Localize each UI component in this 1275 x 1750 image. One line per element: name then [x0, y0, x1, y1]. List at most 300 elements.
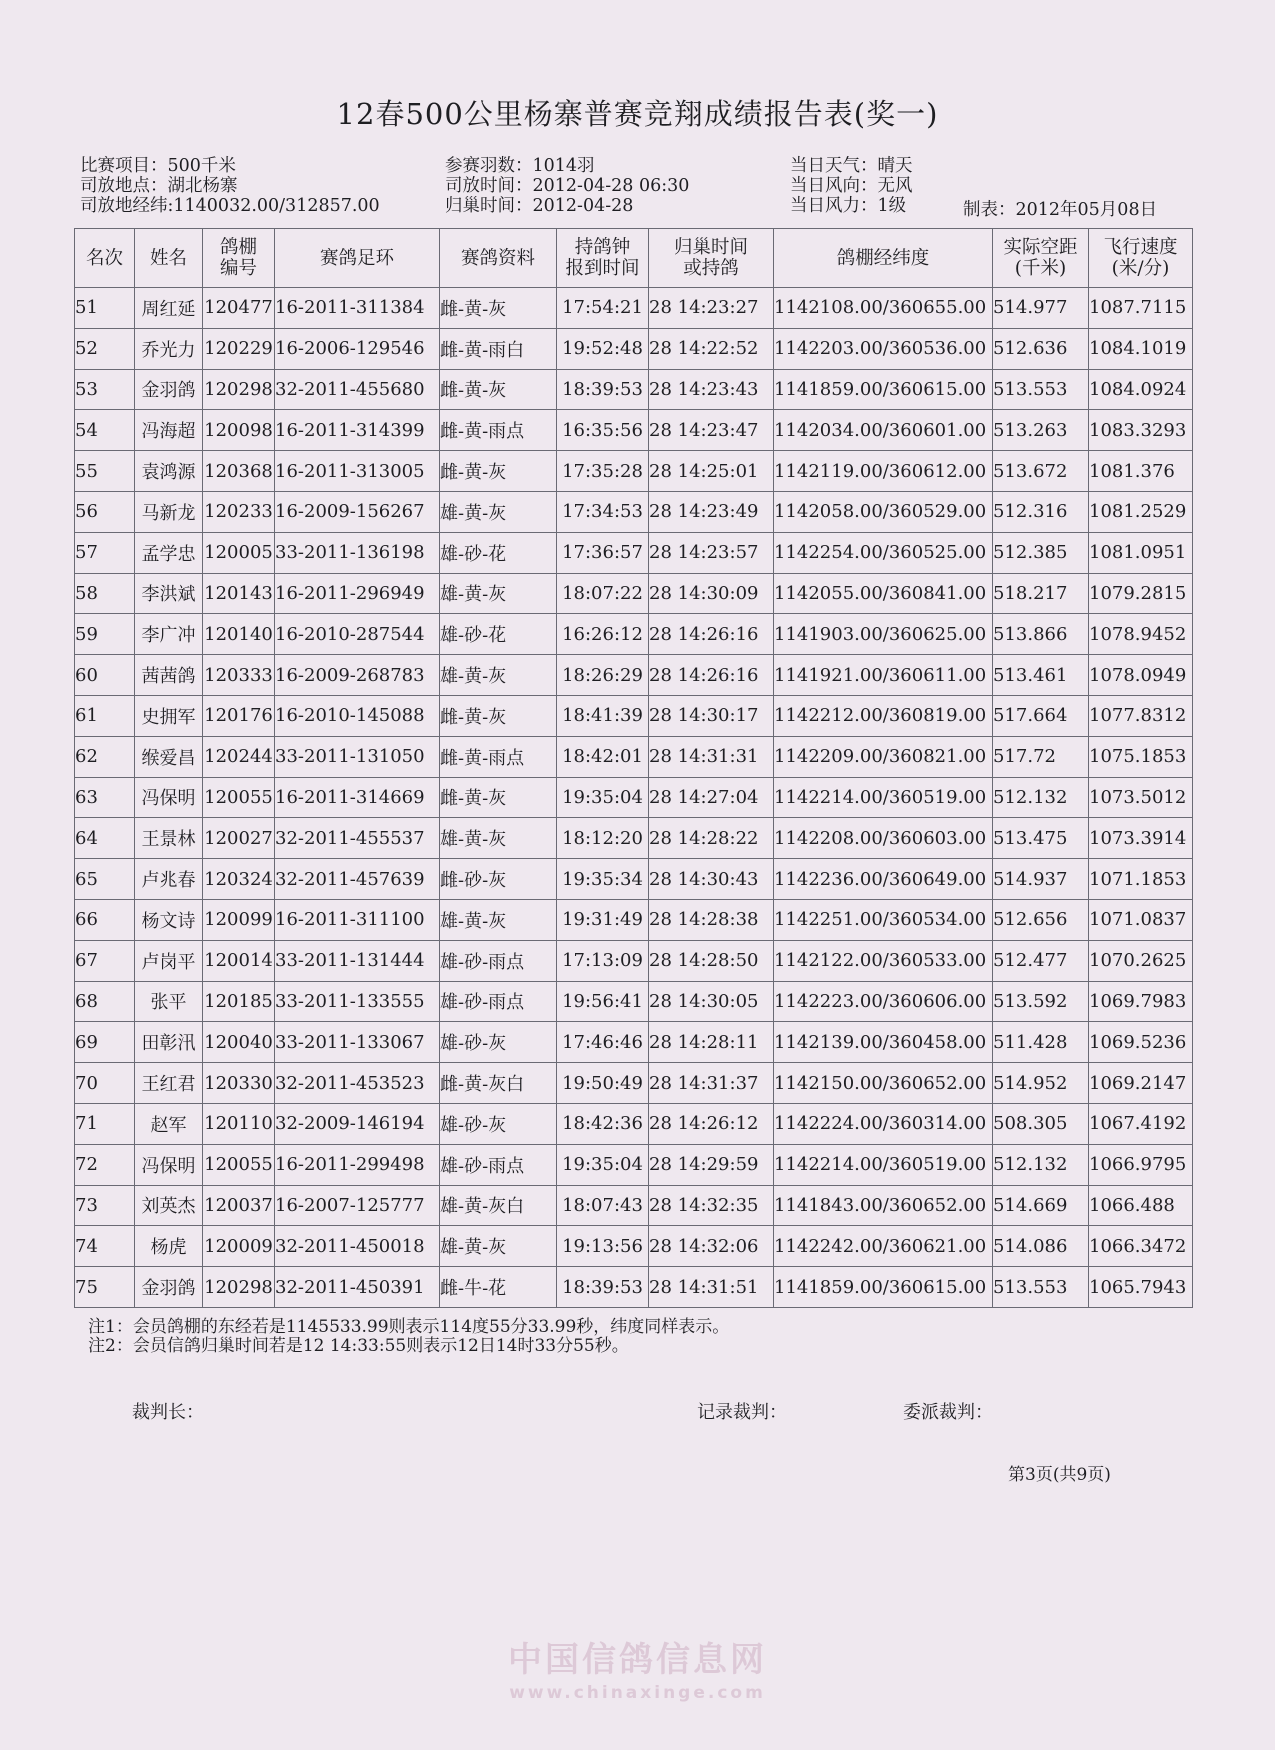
- entry-count: 参赛羽数：1014羽: [445, 156, 595, 176]
- release-location: 司放地点：湖北杨寨: [80, 176, 238, 196]
- loft-cell: 120027: [203, 818, 275, 859]
- rank-cell: 67: [75, 940, 135, 981]
- info-cell: 雄-砂-雨点: [440, 981, 557, 1022]
- coord-cell: 1142203.00/360536.00: [774, 328, 993, 369]
- home-cell: 28 14:25:01: [649, 451, 774, 492]
- loft-cell: 120040: [203, 1022, 275, 1063]
- rank-cell: 61: [75, 695, 135, 736]
- table-row: [75, 818, 1193, 859]
- dist-cell: 513.866: [993, 614, 1089, 655]
- info-cell: 雌-黄-雨点: [440, 736, 557, 777]
- header-home: 归巢时间 或持鸽: [649, 229, 774, 288]
- loft-cell: 120009: [203, 1226, 275, 1267]
- table-row: [75, 532, 1193, 573]
- dist-cell: 508.305: [993, 1103, 1089, 1144]
- dist-cell: 512.636: [993, 328, 1089, 369]
- table-row: [75, 451, 1193, 492]
- home-cell: 28 14:26:12: [649, 1103, 774, 1144]
- clock-cell: 19:35:34: [557, 859, 649, 900]
- dist-cell: 513.263: [993, 410, 1089, 451]
- loft-cell: 120005: [203, 532, 275, 573]
- clock-cell: 19:35:04: [557, 777, 649, 818]
- info-cell: 雄-黄-灰: [440, 899, 557, 940]
- name-cell: 乔光力: [135, 328, 203, 369]
- name-cell: 李广冲: [135, 614, 203, 655]
- name-cell: 杨文诗: [135, 899, 203, 940]
- name-cell: 田彰汛: [135, 1022, 203, 1063]
- info-cell: 雌-黄-灰: [440, 369, 557, 410]
- home-cell: 28 14:30:05: [649, 981, 774, 1022]
- coord-cell: 1142214.00/360519.00: [774, 777, 993, 818]
- loft-cell: 120298: [203, 1267, 275, 1308]
- race-info-column-2: [445, 156, 689, 216]
- table-row: [75, 695, 1193, 736]
- info-cell: 雄-砂-花: [440, 532, 557, 573]
- ring-cell: 33-2011-133555: [275, 981, 440, 1022]
- coord-cell: 1142236.00/360649.00: [774, 859, 993, 900]
- name-cell: 卢兆春: [135, 859, 203, 900]
- speed-cell: 1078.9452: [1089, 614, 1193, 655]
- clock-cell: 18:26:29: [557, 655, 649, 696]
- rank-cell: 75: [75, 1267, 135, 1308]
- loft-cell: 120298: [203, 369, 275, 410]
- loft-cell: 120099: [203, 899, 275, 940]
- header-info: 赛鸽资料: [440, 229, 557, 288]
- dist-cell: 513.475: [993, 818, 1089, 859]
- name-cell: 冯海超: [135, 410, 203, 451]
- coord-cell: 1142242.00/360621.00: [774, 1226, 993, 1267]
- info-cell: 雄-砂-灰: [440, 1103, 557, 1144]
- loft-cell: 120098: [203, 410, 275, 451]
- info-cell: 雌-黄-灰: [440, 777, 557, 818]
- table-row: [75, 288, 1193, 329]
- header-rank: 名次: [75, 229, 135, 288]
- info-cell: 雌-黄-灰: [440, 695, 557, 736]
- name-cell: 金羽鸽: [135, 369, 203, 410]
- clock-cell: 18:39:53: [557, 369, 649, 410]
- home-cell: 28 14:22:52: [649, 328, 774, 369]
- table-row: [75, 1144, 1193, 1185]
- rank-cell: 53: [75, 369, 135, 410]
- home-cell: 28 14:28:22: [649, 818, 774, 859]
- table-row: [75, 614, 1193, 655]
- clock-cell: 16:35:56: [557, 410, 649, 451]
- table-row: [75, 859, 1193, 900]
- ring-cell: 16-2007-125777: [275, 1185, 440, 1226]
- chief-referee-label: 裁判长：: [132, 1402, 204, 1423]
- coord-cell: 1142055.00/360841.00: [774, 573, 993, 614]
- speed-cell: 1070.2625: [1089, 940, 1193, 981]
- table-row: [75, 1103, 1193, 1144]
- table-row: [75, 655, 1193, 696]
- rank-cell: 57: [75, 532, 135, 573]
- name-cell: 赵军: [135, 1103, 203, 1144]
- coord-cell: 1141843.00/360652.00: [774, 1185, 993, 1226]
- ring-cell: 16-2011-296949: [275, 573, 440, 614]
- speed-cell: 1077.8312: [1089, 695, 1193, 736]
- home-cell: 28 14:23:43: [649, 369, 774, 410]
- ring-cell: 32-2011-450018: [275, 1226, 440, 1267]
- name-cell: 茜茜鸽: [135, 655, 203, 696]
- dist-cell: 512.385: [993, 532, 1089, 573]
- clock-cell: 19:56:41: [557, 981, 649, 1022]
- info-cell: 雌-黄-雨点: [440, 410, 557, 451]
- coord-cell: 1141859.00/360615.00: [774, 369, 993, 410]
- report-title: 12春500公里杨寨普赛竞翔成绩报告表(奖一): [336, 97, 939, 131]
- clock-cell: 17:36:57: [557, 532, 649, 573]
- ring-cell: 32-2011-450391: [275, 1267, 440, 1308]
- header-loft: 鸽棚 编号: [203, 229, 275, 288]
- name-cell: 冯保明: [135, 777, 203, 818]
- speed-cell: 1081.2529: [1089, 491, 1193, 532]
- speed-cell: 1066.9795: [1089, 1144, 1193, 1185]
- coord-cell: 1141921.00/360611.00: [774, 655, 993, 696]
- footnotes: [88, 1318, 729, 1356]
- dist-cell: 517.72: [993, 736, 1089, 777]
- rank-cell: 63: [75, 777, 135, 818]
- loft-cell: 120477: [203, 288, 275, 329]
- coord-cell: 1142251.00/360534.00: [774, 899, 993, 940]
- dist-cell: 512.656: [993, 899, 1089, 940]
- home-cell: 28 14:23:49: [649, 491, 774, 532]
- clock-cell: 17:13:09: [557, 940, 649, 981]
- info-cell: 雄-砂-花: [440, 614, 557, 655]
- info-cell: 雌-黄-灰白: [440, 1063, 557, 1104]
- coord-cell: 1142122.00/360533.00: [774, 940, 993, 981]
- table-row: [75, 1185, 1193, 1226]
- page-number: 第3页(共9页): [1008, 1465, 1111, 1485]
- speed-cell: 1073.3914: [1089, 818, 1193, 859]
- home-cell: 28 14:31:37: [649, 1063, 774, 1104]
- race-info-column-1: [80, 156, 380, 216]
- home-cell: 28 14:30:09: [649, 573, 774, 614]
- rank-cell: 66: [75, 899, 135, 940]
- coord-cell: 1142058.00/360529.00: [774, 491, 993, 532]
- speed-cell: 1081.0951: [1089, 532, 1193, 573]
- speed-cell: 1078.0949: [1089, 655, 1193, 696]
- clock-cell: 17:35:28: [557, 451, 649, 492]
- ring-cell: 16-2010-145088: [275, 695, 440, 736]
- name-cell: 金羽鸽: [135, 1267, 203, 1308]
- dist-cell: 512.477: [993, 940, 1089, 981]
- coord-cell: 1142119.00/360612.00: [774, 451, 993, 492]
- rank-cell: 54: [75, 410, 135, 451]
- weather: 当日天气：晴天: [790, 156, 913, 176]
- name-cell: 冯保明: [135, 1144, 203, 1185]
- table-row: [75, 736, 1193, 777]
- clock-cell: 17:34:53: [557, 491, 649, 532]
- release-coordinates: 司放地经纬:1140032.00/312857.00: [80, 196, 380, 216]
- clock-cell: 18:42:36: [557, 1103, 649, 1144]
- info-cell: 雄-砂-雨点: [440, 1144, 557, 1185]
- dist-cell: 512.132: [993, 1144, 1089, 1185]
- name-cell: 周红延: [135, 288, 203, 329]
- info-cell: 雄-砂-灰: [440, 1022, 557, 1063]
- rank-cell: 64: [75, 818, 135, 859]
- speed-cell: 1083.3293: [1089, 410, 1193, 451]
- loft-cell: 120176: [203, 695, 275, 736]
- dist-cell: 514.937: [993, 859, 1089, 900]
- coord-cell: 1141903.00/360625.00: [774, 614, 993, 655]
- loft-cell: 120014: [203, 940, 275, 981]
- rank-cell: 71: [75, 1103, 135, 1144]
- home-cell: 28 14:23:57: [649, 532, 774, 573]
- clock-cell: 16:26:12: [557, 614, 649, 655]
- name-cell: 王景林: [135, 818, 203, 859]
- rank-cell: 68: [75, 981, 135, 1022]
- wind-direction: 当日风向：无风: [790, 176, 913, 196]
- home-cell: 28 14:31:31: [649, 736, 774, 777]
- speed-cell: 1084.1019: [1089, 328, 1193, 369]
- name-cell: 杨虎: [135, 1226, 203, 1267]
- ring-cell: 16-2010-287544: [275, 614, 440, 655]
- footnote-1: 注1：会员鸽棚的东经若是1145533.99则表示114度55分33.99秒，纬度同样表示。: [88, 1317, 730, 1337]
- speed-cell: 1075.1853: [1089, 736, 1193, 777]
- speed-cell: 1071.0837: [1089, 899, 1193, 940]
- coord-cell: 1142212.00/360819.00: [774, 695, 993, 736]
- home-cell: 28 14:30:17: [649, 695, 774, 736]
- header-clock: 持鸽钟 报到时间: [557, 229, 649, 288]
- rank-cell: 73: [75, 1185, 135, 1226]
- ring-cell: 33-2011-131444: [275, 940, 440, 981]
- ring-cell: 33-2011-136198: [275, 532, 440, 573]
- header-ring: 赛鸽足环: [275, 229, 440, 288]
- dist-cell: 518.217: [993, 573, 1089, 614]
- info-cell: 雄-砂-雨点: [440, 940, 557, 981]
- info-cell: 雄-黄-灰: [440, 491, 557, 532]
- dist-cell: 512.132: [993, 777, 1089, 818]
- info-cell: 雄-黄-灰白: [440, 1185, 557, 1226]
- dist-cell: 514.977: [993, 288, 1089, 329]
- home-cell: 28 14:28:38: [649, 899, 774, 940]
- clock-cell: 19:13:56: [557, 1226, 649, 1267]
- clock-cell: 19:35:04: [557, 1144, 649, 1185]
- coord-cell: 1142034.00/360601.00: [774, 410, 993, 451]
- loft-cell: 120324: [203, 859, 275, 900]
- ring-cell: 16-2011-313005: [275, 451, 440, 492]
- speed-cell: 1079.2815: [1089, 573, 1193, 614]
- results-table: [74, 228, 1193, 1308]
- ring-cell: 16-2011-314669: [275, 777, 440, 818]
- home-cell: 28 14:32:35: [649, 1185, 774, 1226]
- coord-cell: 1142150.00/360652.00: [774, 1063, 993, 1104]
- table-row: [75, 410, 1193, 451]
- coord-cell: 1142224.00/360314.00: [774, 1103, 993, 1144]
- coord-cell: 1142208.00/360603.00: [774, 818, 993, 859]
- speed-cell: 1065.7943: [1089, 1267, 1193, 1308]
- loft-cell: 120140: [203, 614, 275, 655]
- ring-cell: 33-2011-131050: [275, 736, 440, 777]
- dist-cell: 513.461: [993, 655, 1089, 696]
- speed-cell: 1069.7983: [1089, 981, 1193, 1022]
- loft-cell: 120110: [203, 1103, 275, 1144]
- home-cell: 28 14:30:43: [649, 859, 774, 900]
- table-row: [75, 369, 1193, 410]
- home-cell: 28 14:27:04: [649, 777, 774, 818]
- dist-cell: 512.316: [993, 491, 1089, 532]
- watermark-url: www.chinaxinge.com: [509, 1683, 766, 1703]
- rank-cell: 58: [75, 573, 135, 614]
- name-cell: 卢岗平: [135, 940, 203, 981]
- speed-cell: 1073.5012: [1089, 777, 1193, 818]
- loft-cell: 120368: [203, 451, 275, 492]
- speed-cell: 1069.5236: [1089, 1022, 1193, 1063]
- clock-cell: 18:41:39: [557, 695, 649, 736]
- clock-cell: 19:52:48: [557, 328, 649, 369]
- coord-cell: 1142214.00/360519.00: [774, 1144, 993, 1185]
- wind-force: 当日风力：1级: [790, 196, 907, 216]
- info-cell: 雌-黄-灰: [440, 451, 557, 492]
- name-cell: 孟学忠: [135, 532, 203, 573]
- table-row: [75, 777, 1193, 818]
- clock-cell: 19:31:49: [557, 899, 649, 940]
- table-row: [75, 1267, 1193, 1308]
- dist-cell: 514.669: [993, 1185, 1089, 1226]
- rank-cell: 62: [75, 736, 135, 777]
- home-cell: 28 14:23:27: [649, 288, 774, 329]
- record-referee-label: 记录裁判：: [697, 1402, 787, 1423]
- coord-cell: 1142209.00/360821.00: [774, 736, 993, 777]
- rank-cell: 59: [75, 614, 135, 655]
- race-info-column-3: [790, 156, 913, 216]
- speed-cell: 1087.7115: [1089, 288, 1193, 329]
- home-cell: 28 14:32:06: [649, 1226, 774, 1267]
- header-dist: 实际空距 (千米): [993, 229, 1089, 288]
- loft-cell: 120330: [203, 1063, 275, 1104]
- ring-cell: 32-2011-455680: [275, 369, 440, 410]
- home-cell: 28 14:28:50: [649, 940, 774, 981]
- header-speed: 飞行速度 (米/分): [1089, 229, 1193, 288]
- rank-cell: 60: [75, 655, 135, 696]
- name-cell: 袁鸿源: [135, 451, 203, 492]
- dist-cell: 511.428: [993, 1022, 1089, 1063]
- speed-cell: 1084.0924: [1089, 369, 1193, 410]
- rank-cell: 51: [75, 288, 135, 329]
- loft-cell: 120185: [203, 981, 275, 1022]
- info-cell: 雌-黄-灰: [440, 288, 557, 329]
- speed-cell: 1081.376: [1089, 451, 1193, 492]
- appointed-referee-label: 委派裁判：: [903, 1402, 993, 1423]
- speed-cell: 1071.1853: [1089, 859, 1193, 900]
- clock-cell: 19:50:49: [557, 1063, 649, 1104]
- clock-cell: 18:12:20: [557, 818, 649, 859]
- clock-cell: 18:07:22: [557, 573, 649, 614]
- ring-cell: 32-2011-453523: [275, 1063, 440, 1104]
- loft-cell: 120244: [203, 736, 275, 777]
- name-cell: 马新龙: [135, 491, 203, 532]
- home-cell: 28 14:26:16: [649, 655, 774, 696]
- dist-cell: 517.664: [993, 695, 1089, 736]
- dist-cell: 513.553: [993, 369, 1089, 410]
- rank-cell: 56: [75, 491, 135, 532]
- rank-cell: 65: [75, 859, 135, 900]
- name-cell: 王红君: [135, 1063, 203, 1104]
- watermark-cn: 中国信鸽信息网: [508, 1640, 767, 1680]
- header-coord: 鸽棚经纬度: [774, 229, 993, 288]
- info-cell: 雌-牛-花: [440, 1267, 557, 1308]
- home-cell: 28 14:31:51: [649, 1267, 774, 1308]
- home-cell: 28 14:26:16: [649, 614, 774, 655]
- dist-cell: 514.086: [993, 1226, 1089, 1267]
- speed-cell: 1069.2147: [1089, 1063, 1193, 1104]
- name-cell: 史拥军: [135, 695, 203, 736]
- ring-cell: 33-2011-133067: [275, 1022, 440, 1063]
- speed-cell: 1066.3472: [1089, 1226, 1193, 1267]
- header-name: 姓名: [135, 229, 203, 288]
- footnote-2: 注2：会员信鸽归巢时间若是12 14:33:55则表示12日14时33分55秒。: [88, 1336, 629, 1356]
- rank-cell: 69: [75, 1022, 135, 1063]
- table-row: [75, 1226, 1193, 1267]
- coord-cell: 1142139.00/360458.00: [774, 1022, 993, 1063]
- dist-cell: 514.952: [993, 1063, 1089, 1104]
- loft-cell: 120229: [203, 328, 275, 369]
- dist-cell: 513.553: [993, 1267, 1089, 1308]
- loft-cell: 120055: [203, 777, 275, 818]
- clock-cell: 18:07:43: [557, 1185, 649, 1226]
- name-cell: 刘英杰: [135, 1185, 203, 1226]
- info-cell: 雄-黄-灰: [440, 1226, 557, 1267]
- table-row: [75, 981, 1193, 1022]
- loft-cell: 120233: [203, 491, 275, 532]
- home-cell: 28 14:29:59: [649, 1144, 774, 1185]
- ring-cell: 16-2011-311100: [275, 899, 440, 940]
- ring-cell: 32-2011-455537: [275, 818, 440, 859]
- table-row: [75, 491, 1193, 532]
- home-cell: 28 14:28:11: [649, 1022, 774, 1063]
- info-cell: 雄-黄-灰: [440, 655, 557, 696]
- watermark: [0, 1632, 1275, 1703]
- coord-cell: 1142108.00/360655.00: [774, 288, 993, 329]
- release-time: 司放时间：2012-04-28 06:30: [445, 176, 690, 196]
- info-cell: 雄-黄-灰: [440, 818, 557, 859]
- ring-cell: 16-2011-299498: [275, 1144, 440, 1185]
- ring-cell: 16-2011-314399: [275, 410, 440, 451]
- rank-cell: 70: [75, 1063, 135, 1104]
- info-cell: 雌-黄-雨白: [440, 328, 557, 369]
- rank-cell: 72: [75, 1144, 135, 1185]
- ring-cell: 16-2006-129546: [275, 328, 440, 369]
- ring-cell: 16-2009-156267: [275, 491, 440, 532]
- clock-cell: 17:46:46: [557, 1022, 649, 1063]
- loft-cell: 120055: [203, 1144, 275, 1185]
- ring-cell: 16-2009-268783: [275, 655, 440, 696]
- header-row: [75, 229, 1193, 288]
- loft-cell: 120143: [203, 573, 275, 614]
- table-row: [75, 573, 1193, 614]
- coord-cell: 1141859.00/360615.00: [774, 1267, 993, 1308]
- return-date: 归巢时间：2012-04-28: [445, 196, 634, 216]
- ring-cell: 32-2011-457639: [275, 859, 440, 900]
- coord-cell: 1142223.00/360606.00: [774, 981, 993, 1022]
- dist-cell: 513.672: [993, 451, 1089, 492]
- table-row: [75, 899, 1193, 940]
- loft-cell: 120333: [203, 655, 275, 696]
- dist-cell: 513.592: [993, 981, 1089, 1022]
- race-item: 比赛项目：500千米: [80, 156, 236, 176]
- ring-cell: 32-2009-146194: [275, 1103, 440, 1144]
- info-cell: 雌-砂-灰: [440, 859, 557, 900]
- clock-cell: 18:39:53: [557, 1267, 649, 1308]
- clock-cell: 18:42:01: [557, 736, 649, 777]
- speed-cell: 1067.4192: [1089, 1103, 1193, 1144]
- clock-cell: 17:54:21: [557, 288, 649, 329]
- table-row: [75, 1063, 1193, 1104]
- name-cell: 李洪斌: [135, 573, 203, 614]
- ring-cell: 16-2011-311384: [275, 288, 440, 329]
- table-row: [75, 1022, 1193, 1063]
- info-cell: 雄-黄-灰: [440, 573, 557, 614]
- table-row: [75, 328, 1193, 369]
